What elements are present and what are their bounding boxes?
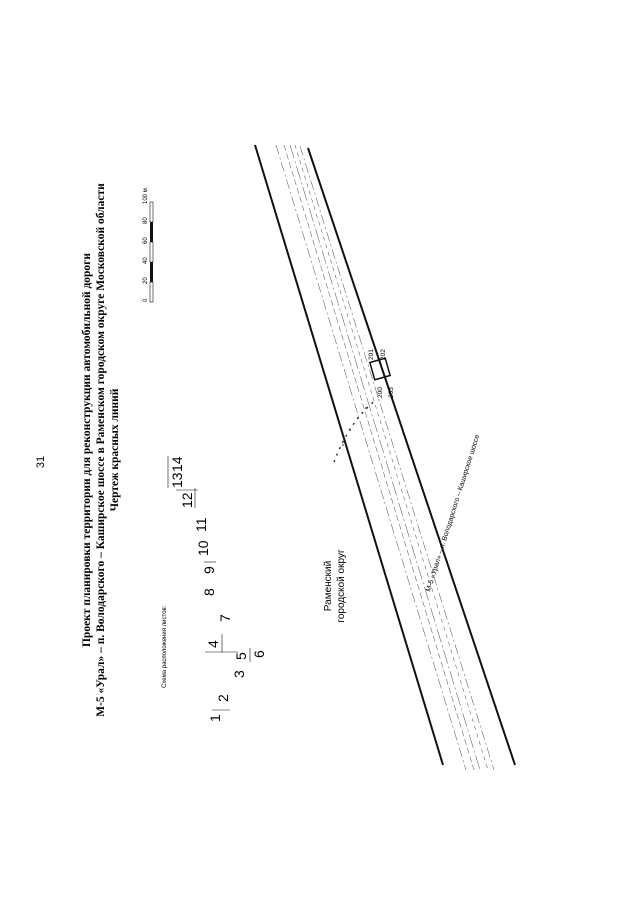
sheet-11: 11 [193, 517, 209, 532]
sheet-13: 13 [169, 472, 185, 488]
district-label-line1: Раменский [323, 560, 334, 612]
road-edge-1 [276, 145, 466, 770]
sheet-4: 4 [205, 640, 221, 648]
red-line-right [308, 148, 515, 765]
scale-bar-seg-3 [150, 242, 153, 262]
sheet-6: 6 [251, 650, 267, 658]
arc-mark [357, 417, 359, 419]
point-201: 201 [368, 349, 375, 360]
title-line-2: М-5 «Урал» – п. Володарского – Каширское шоссе в Раменском городском округе Московской области [95, 183, 107, 717]
arc-mark [349, 429, 351, 431]
road-edge-3 [295, 145, 488, 770]
district-label [323, 549, 347, 623]
sheet-2: 2 [215, 694, 231, 702]
district-label-line2: городской округ [336, 549, 347, 623]
arc-mark [342, 444, 344, 446]
arc-annotations [342, 407, 367, 446]
road-edge-2 [284, 145, 474, 770]
point-200: 200 [377, 387, 384, 398]
scale-bar-seg-2 [150, 262, 153, 282]
scale-tick-100: 100 м [143, 188, 149, 204]
sheet-8: 8 [201, 588, 217, 596]
road-name-label: М-5 «Урал» – п. Володарского – Каширское шоссе [425, 433, 482, 593]
scale-tick-20: 20 [143, 277, 149, 284]
sheet-scheme-label: Схема расположения листов: [162, 605, 168, 688]
road-corridor [255, 145, 515, 770]
road-axis [290, 145, 480, 770]
sheet-1: 1 [207, 714, 223, 722]
sheet-layout-scheme [162, 456, 267, 722]
scale-tick-0: 0 [143, 298, 149, 302]
sheet-9: 9 [201, 566, 217, 574]
title-block [81, 183, 121, 717]
sheet-14: 14 [169, 456, 185, 472]
sheet-5: 5 [233, 652, 249, 660]
road-edge-4 [300, 146, 494, 770]
point-203: 203 [388, 387, 395, 398]
title-line-1: Проект планировки территории для реконструкции автомобильной дороги [81, 252, 93, 648]
red-line-points [368, 349, 395, 398]
sheet-7: 7 [217, 614, 233, 622]
arc-mark [365, 407, 367, 409]
boundary-dotted-arc [334, 400, 376, 462]
scale-bar-seg-5 [150, 202, 153, 222]
scale-bar-seg-4 [150, 222, 153, 242]
page-number: 31 [35, 455, 47, 469]
scale-tick-60: 60 [143, 237, 149, 244]
sheet-10: 10 [195, 540, 211, 556]
scale-tick-40: 40 [143, 257, 149, 264]
scale-bar-seg-1 [150, 282, 153, 302]
point-202: 202 [380, 349, 387, 360]
sheet-12: 12 [179, 492, 195, 508]
title-line-3: Чертеж красных линий [109, 388, 121, 512]
sheet-3: 3 [231, 670, 247, 678]
red-line-left [255, 145, 443, 765]
scale-tick-80: 80 [143, 217, 149, 224]
scale-bar [143, 188, 153, 302]
